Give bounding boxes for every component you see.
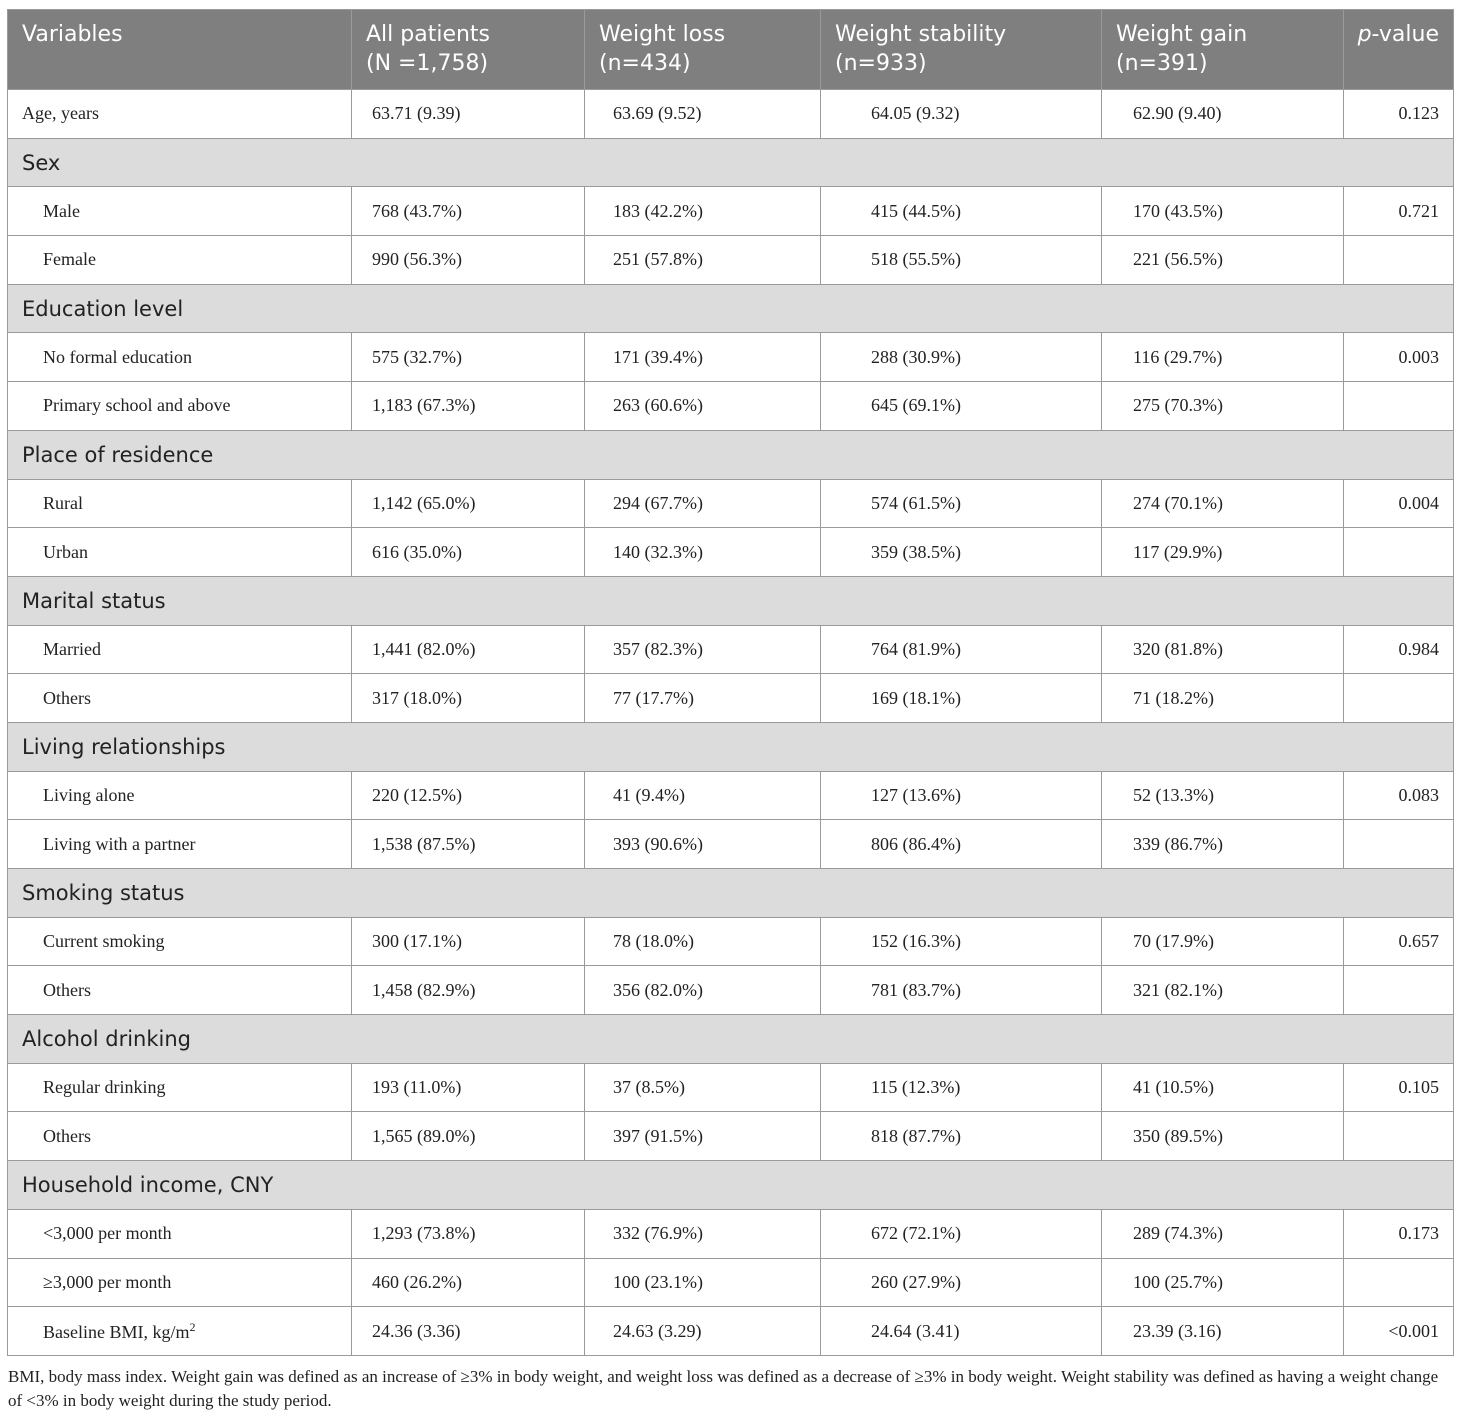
variable-label-text: Urban: [43, 541, 88, 562]
weight-stability-cell-text: 781 (83.7%): [871, 979, 961, 1000]
group-label: Household income, CNY: [8, 1161, 1454, 1210]
variable-label-text: Regular drinking: [43, 1077, 166, 1098]
weight-gain-cell-text: 70 (17.9%): [1133, 931, 1214, 952]
weight-stability-cell-text: 64.05 (9.32): [871, 103, 960, 124]
weight-gain-cell-text: 52 (13.3%): [1133, 784, 1214, 805]
variable-label-text: <3,000 per month: [43, 1223, 172, 1244]
weight-loss-cell: [585, 187, 821, 236]
weight-stability-cell-text: 24.64 (3.41): [871, 1320, 960, 1341]
weight-loss-cell-text: 263 (60.6%): [613, 395, 703, 416]
all-patients-cell-text: 1,183 (67.3%): [372, 395, 476, 416]
weight-loss-cell: [585, 479, 821, 528]
table-row: [8, 966, 1454, 1015]
group-row: [8, 576, 1454, 625]
weight-stability-cell: [821, 528, 1102, 577]
all-patients-cell: [352, 674, 585, 723]
table-row: [8, 917, 1454, 966]
weight-loss-cell-text: 37 (8.5%): [613, 1077, 685, 1098]
weight-gain-cell-text: 117 (29.9%): [1133, 541, 1223, 562]
table-row: [8, 90, 1454, 139]
group-row: [8, 722, 1454, 771]
weight-stability-cell: [821, 90, 1102, 139]
table-footnote: BMI, body mass index. Weight gain was defined as an increase of ≥3% in body weight, and weight loss was defined as a decrease of ≥3% in body weight. Weight stability was defined as having a weight change of <3% in body weight during the study period.: [8, 1367, 1439, 1410]
weight-stability-cell-text: 645 (69.1%): [871, 395, 961, 416]
group-label: Sex: [8, 138, 1454, 187]
weight-gain-cell: [1102, 479, 1344, 528]
weight-gain-cell-text: 221 (56.5%): [1133, 249, 1223, 270]
weight-loss-cell-text: 100 (23.1%): [613, 1271, 703, 1292]
variable-label-text: Married: [43, 638, 101, 659]
weight-loss-cell: [585, 625, 821, 674]
all-patients-cell-text: 317 (18.0%): [372, 687, 462, 708]
weight-gain-cell: [1102, 820, 1344, 869]
weight-loss-cell-text: 332 (76.9%): [613, 1223, 703, 1244]
variable-label-text: Male: [43, 200, 80, 221]
p-value-cell: [1344, 771, 1454, 820]
weight-stability-cell: [821, 187, 1102, 236]
all-patients-cell: [352, 771, 585, 820]
group-label: Education level: [8, 284, 1454, 333]
weight-stability-cell: [821, 625, 1102, 674]
variable-label: [8, 625, 352, 674]
group-row: [8, 1161, 1454, 1210]
weight-stability-cell-text: 806 (86.4%): [871, 833, 961, 854]
variable-label-text: Others: [43, 1125, 91, 1146]
weight-gain-cell: [1102, 90, 1344, 139]
weight-gain-cell-text: 350 (89.5%): [1133, 1125, 1223, 1146]
variable-label: [8, 333, 352, 382]
all-patients-cell: [352, 966, 585, 1015]
weight-stability-cell-text: 672 (72.1%): [871, 1223, 961, 1244]
all-patients-cell: [352, 333, 585, 382]
weight-loss-cell: [585, 1063, 821, 1112]
weight-stability-cell-text: 818 (87.7%): [871, 1125, 961, 1146]
weight-loss-cell: [585, 236, 821, 285]
p-value-cell: [1344, 187, 1454, 236]
weight-stability-cell-text: 288 (30.9%): [871, 346, 961, 367]
weight-gain-cell-text: 170 (43.5%): [1133, 200, 1223, 221]
weight-loss-cell-text: 78 (18.0%): [613, 931, 694, 952]
variable-label-text: Current smoking: [43, 931, 165, 952]
variable-label: [8, 1112, 352, 1161]
weight-stability-cell: [821, 1209, 1102, 1258]
p-value-cell: [1344, 236, 1454, 285]
variable-label: [8, 1063, 352, 1112]
variable-label: [8, 917, 352, 966]
weight-loss-cell-text: 63.69 (9.52): [613, 103, 702, 124]
weight-stability-cell: [821, 674, 1102, 723]
weight-gain-cell: [1102, 528, 1344, 577]
weight-stability-cell: [821, 382, 1102, 431]
header-variables: Variables: [8, 10, 352, 90]
variable-label: [8, 382, 352, 431]
table-row: [8, 625, 1454, 674]
header-weight-gain: Weight gain (n=391): [1102, 10, 1344, 90]
weight-gain-cell: [1102, 1063, 1344, 1112]
p-value-cell-text: <0.001: [1388, 1320, 1439, 1341]
weight-loss-cell: [585, 382, 821, 431]
variable-label: [8, 90, 352, 139]
variable-label-text: ≥3,000 per month: [43, 1271, 172, 1292]
all-patients-cell: [352, 187, 585, 236]
p-value-cell: [1344, 1258, 1454, 1307]
table-container: [7, 9, 1453, 1356]
variable-label: [8, 236, 352, 285]
weight-stability-cell: [821, 1112, 1102, 1161]
all-patients-cell-text: 1,565 (89.0%): [372, 1125, 476, 1146]
group-row: [8, 1015, 1454, 1064]
weight-loss-cell: [585, 528, 821, 577]
table-row: [8, 187, 1454, 236]
weight-gain-cell: [1102, 1258, 1344, 1307]
group-row: [8, 430, 1454, 479]
table-row: [8, 1209, 1454, 1258]
weight-loss-cell: [585, 966, 821, 1015]
all-patients-cell: [352, 528, 585, 577]
weight-loss-cell-text: 393 (90.6%): [613, 833, 703, 854]
weight-loss-cell: [585, 917, 821, 966]
weight-loss-cell-text: 41 (9.4%): [613, 784, 685, 805]
all-patients-cell-text: 193 (11.0%): [372, 1077, 462, 1098]
weight-loss-cell: [585, 1209, 821, 1258]
weight-stability-cell: [821, 479, 1102, 528]
group-row: [8, 284, 1454, 333]
header-weight-stability: Weight stability (n=933): [821, 10, 1102, 90]
all-patients-cell-text: 24.36 (3.36): [372, 1320, 461, 1341]
weight-gain-cell-text: 289 (74.3%): [1133, 1223, 1223, 1244]
table-row: [8, 479, 1454, 528]
p-value-cell-text: 0.657: [1398, 931, 1439, 952]
weight-stability-cell: [821, 1307, 1102, 1356]
weight-stability-cell-text: 415 (44.5%): [871, 200, 961, 221]
table-row: [8, 820, 1454, 869]
weight-stability-cell-text: 169 (18.1%): [871, 687, 961, 708]
variable-label: [8, 479, 352, 528]
group-row: [8, 138, 1454, 187]
variable-label: [8, 966, 352, 1015]
all-patients-cell: [352, 1063, 585, 1112]
weight-gain-cell-text: 100 (25.7%): [1133, 1271, 1223, 1292]
variable-label: [8, 1209, 352, 1258]
weight-loss-cell: [585, 1112, 821, 1161]
weight-stability-cell-text: 574 (61.5%): [871, 492, 961, 513]
variable-label-text: Baseline BMI, kg/m: [43, 1321, 190, 1342]
weight-loss-cell-text: 356 (82.0%): [613, 979, 703, 1000]
all-patients-cell-text: 1,538 (87.5%): [372, 833, 476, 854]
variable-label-text: Living with a partner: [43, 833, 196, 854]
group-label: Marital status: [8, 576, 1454, 625]
weight-loss-cell-text: 171 (39.4%): [613, 346, 703, 367]
variable-label-text: Others: [43, 687, 91, 708]
weight-gain-cell: [1102, 674, 1344, 723]
table-row: [8, 771, 1454, 820]
table-row: [8, 1307, 1454, 1356]
all-patients-cell: [352, 917, 585, 966]
weight-loss-cell-text: 140 (32.3%): [613, 541, 703, 562]
variable-label: [8, 187, 352, 236]
variable-label: [8, 674, 352, 723]
variable-label-text: Others: [43, 979, 91, 1000]
weight-gain-cell: [1102, 382, 1344, 431]
weight-gain-cell: [1102, 966, 1344, 1015]
table-row: [8, 1112, 1454, 1161]
group-row: [8, 869, 1454, 918]
weight-gain-cell-text: 339 (86.7%): [1133, 833, 1223, 854]
weight-gain-cell: [1102, 771, 1344, 820]
p-value-cell-text: 0.721: [1398, 200, 1439, 221]
table-row: [8, 333, 1454, 382]
variable-label: [8, 771, 352, 820]
weight-loss-cell-text: 294 (67.7%): [613, 492, 703, 513]
all-patients-cell-text: 460 (26.2%): [372, 1271, 462, 1292]
variable-label: [8, 820, 352, 869]
variable-label: [8, 1307, 352, 1356]
p-value-cell: [1344, 820, 1454, 869]
all-patients-cell: [352, 479, 585, 528]
weight-gain-cell-text: 23.39 (3.16): [1133, 1320, 1222, 1341]
all-patients-cell-text: 1,441 (82.0%): [372, 638, 476, 659]
all-patients-cell-text: 1,142 (65.0%): [372, 492, 476, 513]
weight-stability-cell-text: 764 (81.9%): [871, 638, 961, 659]
p-value-cell: [1344, 528, 1454, 577]
weight-gain-cell: [1102, 1112, 1344, 1161]
all-patients-cell-text: 575 (32.7%): [372, 346, 462, 367]
weight-stability-cell: [821, 966, 1102, 1015]
p-value-cell: [1344, 1112, 1454, 1161]
weight-loss-cell: [585, 1307, 821, 1356]
weight-gain-cell-text: 71 (18.2%): [1133, 687, 1214, 708]
weight-loss-cell: [585, 90, 821, 139]
weight-loss-cell-text: 24.63 (3.29): [613, 1320, 702, 1341]
weight-loss-cell-text: 77 (17.7%): [613, 687, 694, 708]
all-patients-cell-text: 220 (12.5%): [372, 784, 462, 805]
weight-gain-cell-text: 274 (70.1%): [1133, 492, 1223, 513]
group-label: Living relationships: [8, 722, 1454, 771]
variable-label-text: Rural: [43, 492, 83, 513]
p-value-cell-text: 0.173: [1398, 1223, 1439, 1244]
all-patients-cell-text: 1,458 (82.9%): [372, 979, 476, 1000]
group-label: Place of residence: [8, 430, 1454, 479]
variable-label-text: Living alone: [43, 784, 135, 805]
p-value-cell: [1344, 966, 1454, 1015]
weight-stability-cell: [821, 236, 1102, 285]
table-row: [8, 674, 1454, 723]
weight-loss-cell: [585, 771, 821, 820]
weight-loss-cell-text: 357 (82.3%): [613, 638, 703, 659]
weight-stability-cell-text: 260 (27.9%): [871, 1271, 961, 1292]
weight-gain-cell: [1102, 333, 1344, 382]
weight-stability-cell-text: 359 (38.5%): [871, 541, 961, 562]
weight-gain-cell-text: 116 (29.7%): [1133, 346, 1223, 367]
p-value-cell-text: 0.105: [1398, 1077, 1439, 1098]
header-row: [8, 10, 1454, 90]
header-p-value: p-value: [1344, 10, 1454, 90]
weight-stability-cell: [821, 1258, 1102, 1307]
table-row: [8, 1258, 1454, 1307]
p-value-cell-text: 0.123: [1398, 103, 1439, 124]
variable-label: [8, 1258, 352, 1307]
weight-loss-cell: [585, 1258, 821, 1307]
weight-loss-cell: [585, 674, 821, 723]
all-patients-cell: [352, 625, 585, 674]
weight-stability-cell: [821, 917, 1102, 966]
p-value-cell-text: 0.003: [1398, 346, 1439, 367]
weight-stability-cell: [821, 1063, 1102, 1112]
weight-loss-cell: [585, 820, 821, 869]
all-patients-cell: [352, 1307, 585, 1356]
p-value-cell: [1344, 479, 1454, 528]
weight-gain-cell: [1102, 1307, 1344, 1356]
variable-label-text: No formal education: [43, 346, 192, 367]
all-patients-cell: [352, 90, 585, 139]
weight-gain-cell: [1102, 1209, 1344, 1258]
weight-gain-cell-text: 321 (82.1%): [1133, 979, 1223, 1000]
all-patients-cell: [352, 820, 585, 869]
weight-gain-cell: [1102, 917, 1344, 966]
weight-loss-cell-text: 183 (42.2%): [613, 200, 703, 221]
weight-gain-cell: [1102, 187, 1344, 236]
weight-gain-cell-text: 275 (70.3%): [1133, 395, 1223, 416]
weight-stability-cell: [821, 771, 1102, 820]
table-row: [8, 382, 1454, 431]
all-patients-cell-text: 1,293 (73.8%): [372, 1223, 476, 1244]
table-row: [8, 528, 1454, 577]
weight-stability-cell-text: 115 (12.3%): [871, 1077, 961, 1098]
variable-label-text: Age, years: [22, 103, 99, 124]
header-weight-loss: Weight loss (n=434): [585, 10, 821, 90]
p-value-cell-text: 0.004: [1398, 492, 1439, 513]
all-patients-cell: [352, 236, 585, 285]
p-value-cell-text: 0.083: [1398, 784, 1439, 805]
weight-stability-cell-text: 152 (16.3%): [871, 931, 961, 952]
all-patients-cell: [352, 1258, 585, 1307]
weight-loss-cell: [585, 333, 821, 382]
group-label: Alcohol drinking: [8, 1015, 1454, 1064]
all-patients-cell: [352, 1209, 585, 1258]
weight-stability-cell: [821, 333, 1102, 382]
table-row: [8, 1063, 1454, 1112]
p-value-cell: [1344, 625, 1454, 674]
header-all-patients: All patients (N =1,758): [352, 10, 585, 90]
all-patients-cell-text: 300 (17.1%): [372, 931, 462, 952]
table-row: [8, 236, 1454, 285]
p-value-cell: [1344, 674, 1454, 723]
p-value-cell: [1344, 333, 1454, 382]
weight-gain-cell: [1102, 625, 1344, 674]
p-value-cell: [1344, 382, 1454, 431]
weight-gain-cell-text: 320 (81.8%): [1133, 638, 1223, 659]
superscript: 2: [189, 1319, 196, 1334]
p-value-cell-text: 0.984: [1398, 638, 1439, 659]
p-value-cell: [1344, 1209, 1454, 1258]
weight-stability-cell-text: 518 (55.5%): [871, 249, 961, 270]
weight-gain-cell-text: 41 (10.5%): [1133, 1077, 1214, 1098]
weight-loss-cell-text: 397 (91.5%): [613, 1125, 703, 1146]
weight-stability-cell-text: 127 (13.6%): [871, 784, 961, 805]
all-patients-cell-text: 990 (56.3%): [372, 249, 462, 270]
baseline-characteristics-table: [7, 9, 1454, 1356]
all-patients-cell: [352, 382, 585, 431]
p-value-cell: [1344, 1307, 1454, 1356]
all-patients-cell: [352, 1112, 585, 1161]
weight-gain-cell-text: 62.90 (9.40): [1133, 103, 1222, 124]
variable-label-text: Female: [43, 249, 96, 270]
group-label: Smoking status: [8, 869, 1454, 918]
weight-loss-cell-text: 251 (57.8%): [613, 249, 703, 270]
p-value-cell: [1344, 1063, 1454, 1112]
variable-label: [8, 528, 352, 577]
p-value-cell: [1344, 917, 1454, 966]
p-value-cell: [1344, 90, 1454, 139]
weight-gain-cell: [1102, 236, 1344, 285]
all-patients-cell-text: 63.71 (9.39): [372, 103, 461, 124]
all-patients-cell-text: 768 (43.7%): [372, 200, 462, 221]
weight-stability-cell: [821, 820, 1102, 869]
variable-label-text: Primary school and above: [43, 395, 231, 416]
all-patients-cell-text: 616 (35.0%): [372, 541, 462, 562]
